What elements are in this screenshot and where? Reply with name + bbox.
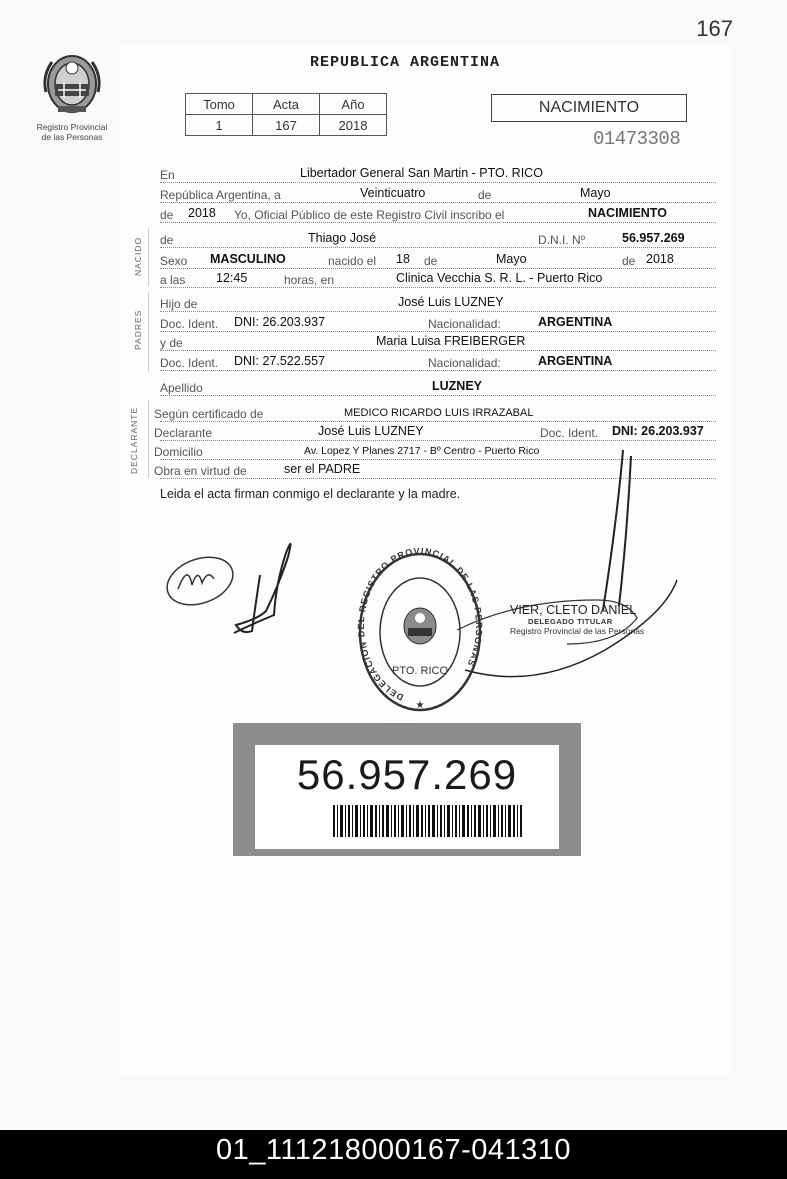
document-title: REPUBLICA ARGENTINA <box>310 54 501 71</box>
official-block <box>510 603 644 636</box>
stamp-security-pattern <box>233 723 581 741</box>
anio-value: 2018 <box>320 115 387 136</box>
coat-of-arms-icon <box>40 46 104 118</box>
address-value: Av. Lopez Y Planes 2717 - Bº Centro - Puerto Rico <box>304 445 540 457</box>
official-name: VIER, CLETO DANIEL <box>510 603 637 617</box>
line-father-doc: Doc. Ident. DNI: 26.203.937 Nacionalidad: ARGENTINA <box>160 313 716 332</box>
line-mother-doc: Doc. Ident. DNI: 27.522.557 Nacionalidad: ARGENTINA <box>160 352 716 371</box>
svg-text:R: R <box>397 723 399 726</box>
sex-value: MASCULINO <box>210 252 286 266</box>
mother-doc-value: DNI: 27.522.557 <box>234 354 326 368</box>
svg-text:R: R <box>410 723 412 726</box>
svg-text:R: R <box>388 723 390 726</box>
declarant-initials-signature <box>161 549 240 614</box>
side-label-nacido: NACIDO <box>133 236 143 276</box>
svg-text:R: R <box>428 728 430 731</box>
line-birth: Sexo MASCULINO nacido el 18 de Mayo de 2018 <box>160 250 716 269</box>
father-nat-value: ARGENTINA <box>538 315 613 329</box>
act-type-box: NACIMIENTO <box>491 94 687 122</box>
registry-logo <box>30 46 114 142</box>
tomo-header: Tomo <box>186 94 253 115</box>
day-words-value: Veinticuatro <box>360 186 426 200</box>
svg-text:R: R <box>405 723 407 726</box>
mother-nat-value: ARGENTINA <box>538 354 613 368</box>
line-father: Hijo de José Luis LUZNEY <box>160 293 716 312</box>
side-label-declarante: DECLARANTE <box>129 406 139 474</box>
certificate-value: MEDICO RICARDO LUIS IRRAZABAL <box>344 407 534 419</box>
line-declarant: Declarante José Luis LUZNEY Doc. Ident. DNI: 26.203.937 <box>160 422 716 441</box>
svg-text:R: R <box>384 723 386 726</box>
seal-ring-text: DELEGACION DEL REGISTRO PROVINCIAL DE LAS PERSONAS <box>356 548 484 703</box>
surname-value: LUZNEY <box>432 379 482 393</box>
side-label-padres: PADRES <box>133 309 143 350</box>
child-name-value: Thiago José <box>308 231 377 245</box>
line-act: de 2018 Yo, Oficial Público de este Registro Civil inscribo el NACIMIENTO <box>160 204 716 223</box>
line-mother: y de Maria Luisa FREIBERGER <box>160 332 716 351</box>
child-dni-value: 56.957.269 <box>622 231 685 245</box>
time-value: 12:45 <box>216 271 248 285</box>
line-time: a las 12:45 horas, en Clinica Vecchia S. R. L. - Puerto Rico <box>160 269 716 288</box>
declarant-value: José Luis LUZNEY <box>318 424 424 438</box>
svg-text:R: R <box>414 723 416 726</box>
acta-header: Acta <box>253 94 320 115</box>
logo-caption: Registro Provincial de las Personas <box>36 122 108 142</box>
svg-text:R: R <box>428 735 430 738</box>
year-value: 2018 <box>188 206 216 220</box>
father-doc-value: DNI: 26.203.937 <box>234 315 326 329</box>
dni-stamp <box>233 723 581 856</box>
scan-footer <box>0 1130 787 1179</box>
registry-table <box>185 93 387 136</box>
svg-text:★: ★ <box>415 700 425 711</box>
mother-value: Maria Luisa FREIBERGER <box>376 334 526 348</box>
line-place: En Libertador General San Martin - PTO. RICO <box>160 164 716 183</box>
signatures <box>160 525 340 655</box>
svg-text:R: R <box>401 723 403 726</box>
official-office: Registro Provincial de las Personas <box>510 626 645 636</box>
stamp-number: 56.957.269 <box>296 751 518 798</box>
birth-day-value: 18 <box>396 252 410 266</box>
birthplace-value: Clinica Vecchia S. R. L. - Puerto Rico <box>396 271 603 285</box>
serial-number: 01473308 <box>593 128 681 150</box>
capacity-value: ser el PADRE <box>284 462 361 476</box>
svg-text:R: R <box>383 733 386 736</box>
stamp-inner <box>255 745 559 849</box>
birth-year-value: 2018 <box>646 252 674 266</box>
official-signature <box>455 440 685 685</box>
page-number: 167 <box>696 16 733 41</box>
svg-text:R: R <box>423 723 425 726</box>
tomo-value: 1 <box>186 115 253 136</box>
line-name: de Thiago José D.N.I. Nº 56.957.269 <box>160 229 716 248</box>
official-seal <box>356 548 484 714</box>
month-value: Mayo <box>580 186 611 200</box>
seal-place: PTO. RICO <box>391 665 449 677</box>
line-date: República Argentina, a Veinticuatro de Mayo <box>160 184 716 203</box>
birth-month-value: Mayo <box>496 252 527 266</box>
anio-header: Año <box>320 94 387 115</box>
mother-signature <box>234 544 291 633</box>
place-value: Libertador General San Martin - PTO. RICO <box>300 166 543 180</box>
line-address: Domicilio Av. Lopez Y Planes 2717 - Bº Centro - Puerto Rico <box>160 441 716 460</box>
act-value: NACIMIENTO <box>588 206 667 220</box>
svg-text:R: R <box>427 723 429 726</box>
svg-text:R: R <box>418 723 420 726</box>
closing-statement: Leida el acta firman conmigo el declarante y la madre. <box>160 487 461 501</box>
line-certificate: Según certificado de MEDICO RICARDO LUIS IRRAZABAL <box>160 403 716 422</box>
acta-value: 167 <box>253 115 320 136</box>
official-role: DELEGADO TITULAR <box>528 617 613 626</box>
svg-text:R: R <box>392 723 395 726</box>
father-value: José Luis LUZNEY <box>398 295 504 309</box>
scan-file-id: 01_111218000167-041310 <box>215 1134 572 1166</box>
line-surname: Apellido LUZNEY <box>160 377 716 396</box>
declarant-doc-value: DNI: 26.203.937 <box>612 424 704 438</box>
line-capacity: Obra en virtud de ser el PADRE <box>160 460 716 479</box>
barcode-icon <box>333 805 523 837</box>
